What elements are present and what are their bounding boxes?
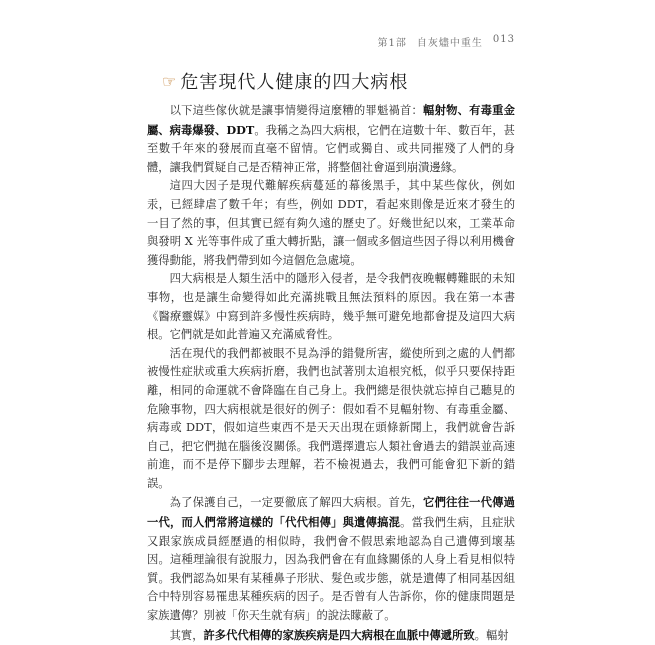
page-number: 013 <box>492 34 515 45</box>
running-header <box>378 34 515 49</box>
hand-pointer-icon: ☞ <box>162 71 177 91</box>
bold-text: 許多代代相傳的家族疾病是四大病根在血脈中傳遞所致 <box>203 627 475 642</box>
text-run: 。當我們生病，且症狀又跟家族成員經歷過的相似時，我們會不假思索地認為自己遺傳到壞基因。這種理論很有說服力，因為我們會在有血緣關係的人身上看見相似特質。我們認為如果有某種鼻子形狀、髮色或步態，就是遺傳了相同基因組合中特別容易罹患某種疾病的因子。是否曾有人告訴你，你的健康問題是家族遺傳？別被「你天生就有病」的說法矇蔽了。 <box>147 516 515 623</box>
text-run: 。輻射 <box>474 628 509 642</box>
section-title-row <box>162 68 408 94</box>
body-text <box>147 101 515 645</box>
text-run: 活在現代的我們都被眼不見為淨的錯覺所害，縱使所到之處的人們都被慢性症狀或重大疾病折磨，我們也試著別太追根究柢，似乎只要保持距離，相同的命運就不會降臨在自己身上。我們總是很快就忘掉自己聽見的危險事物，四大病根就是很好的例子：假如看不見輻射物、有毒重金屬、病毒或 DDT，假如這些東西不是天天出現在頭條新聞上，我們就會告訴自己，把它們拋在腦後沒關係。我們選擇遺忘人類社會過去的錯誤並高速前進，而不是停下腳步去理解，若不檢視過去，我們可能會犯下新的錯誤。 <box>147 346 515 490</box>
header-chapter: 第1部 <box>377 38 407 49</box>
paragraph <box>147 345 515 494</box>
text-run: 這四大因子是現代難解疾病蔓延的幕後黑手，其中某些傢伙，例如汞，已經肆虐了數千年；有些，例如 DDT，看起來則像是近來才發生的一目了然的事，但其實已經有夠久遠的歷史了。好幾世紀以來，工業革命與發明 X 光等事件成了重大轉折點，讓一個或多個這些因子得以利用機會獲得動能，將我們帶到如今這個危急處境。 <box>147 179 515 267</box>
paragraph <box>147 101 515 177</box>
text-run: 以下這些傢伙就是讓事情變得這麼糟的罪魁禍首： <box>169 104 424 117</box>
paragraph <box>147 626 515 645</box>
text-run: 其實， <box>169 628 204 642</box>
paragraph <box>147 270 515 344</box>
bold-text: 輻射物、有毒重金屬、病毒爆發、DDT <box>147 103 515 137</box>
paragraph <box>147 177 515 270</box>
text-run: 為了保護自己，一定要徹底了解四大病根。首先， <box>169 496 424 510</box>
text-run: 。我稱之為四大病根，它們在這數十年、數百年，甚至數千年來的發展而直毫不留情。它們或獨自、或共同摧殘了人們的身體，讓我們質疑自己是否精神正常，將整個社會逼到崩潰邊緣。 <box>147 123 515 174</box>
header-chapter-title: 自灰燼中重生 <box>416 38 483 49</box>
paragraph <box>147 493 515 625</box>
text-run: 四大病根是人類生活中的隱形入侵者，是令我們夜晚輾轉難眠的未知事物，也是讓生命變得如此充滿挑戰且無法預料的原因。我在第一本書《醫療靈媒》中寫到許多慢性疾病時，幾乎無可避免地都會提及這四大病根。它們就是如此普遍又充滿威脅性。 <box>147 272 515 342</box>
section-title: 危害現代人健康的四大病根 <box>180 72 409 93</box>
bold-text: 它們往往一代傳過一代，而人們常將這樣的「代代相傳」與遺傳搞混 <box>147 495 515 530</box>
